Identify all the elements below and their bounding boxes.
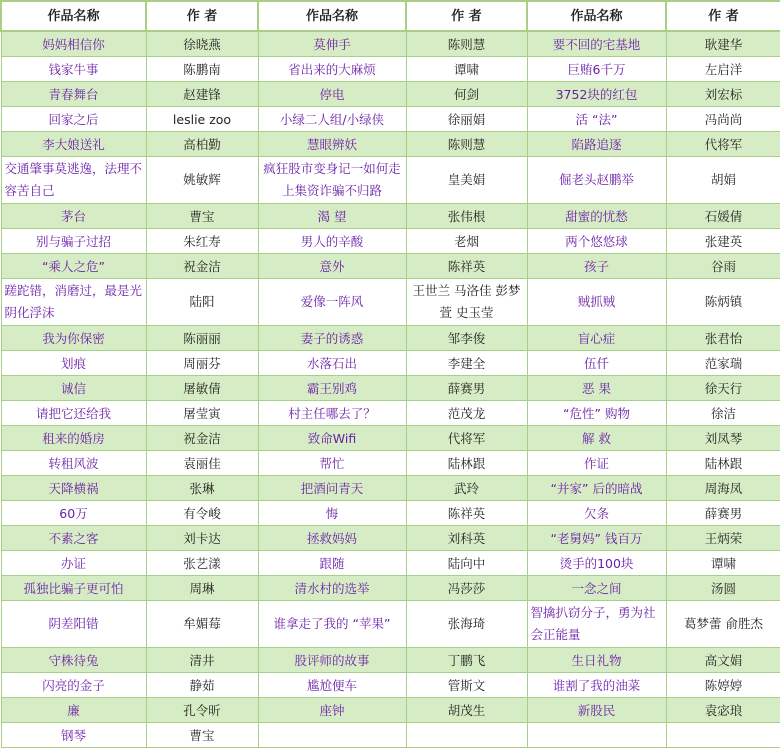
author-cell: 徐天行 bbox=[666, 376, 780, 401]
work-title-cell: 村主任哪去了？ bbox=[258, 401, 406, 426]
author-cell: 袁丽佳 bbox=[146, 451, 258, 476]
author-cell: 张艺漾 bbox=[146, 551, 258, 576]
author-cell: 刘宏标 bbox=[666, 82, 780, 107]
author-cell: 皇美娟 bbox=[406, 157, 527, 204]
table-row bbox=[1, 698, 780, 723]
table-row bbox=[1, 279, 780, 326]
author-cell: 张琳 bbox=[146, 476, 258, 501]
author-cell: leslie zoo bbox=[146, 107, 258, 132]
work-title-cell: 孤独比骗子更可怕 bbox=[1, 576, 146, 601]
work-title-cell: 贼抓贼 bbox=[527, 279, 666, 326]
author-cell: 丁鹏飞 bbox=[406, 648, 527, 673]
table-row bbox=[1, 229, 780, 254]
author-cell: 清井 bbox=[146, 648, 258, 673]
work-title-cell: 妻子的诱惑 bbox=[258, 326, 406, 351]
author-cell: 刘卡达 bbox=[146, 526, 258, 551]
work-title-cell: 妈妈相信你 bbox=[1, 31, 146, 57]
author-cell: 胡娟 bbox=[666, 157, 780, 204]
work-title-cell: 交通肇事莫逃逸，法理不容苦自己 bbox=[1, 157, 146, 204]
work-title-cell: 我为你保密 bbox=[1, 326, 146, 351]
author-cell: 陆向中 bbox=[406, 551, 527, 576]
table-row bbox=[1, 648, 780, 673]
author-cell: 陈婷婷 bbox=[666, 673, 780, 698]
author-cell: 张君怡 bbox=[666, 326, 780, 351]
author-cell: 陈祥英 bbox=[406, 501, 527, 526]
work-title-cell: 男人的辛酸 bbox=[258, 229, 406, 254]
author-cell: 薛赛男 bbox=[666, 501, 780, 526]
author-cell: 冯莎莎 bbox=[406, 576, 527, 601]
author-cell: 张海琦 bbox=[406, 601, 527, 648]
work-title-cell: 霸王别鸡 bbox=[258, 376, 406, 401]
author-cell: 邹李俊 bbox=[406, 326, 527, 351]
work-title-cell: 清水村的选举 bbox=[258, 576, 406, 601]
table-row bbox=[1, 82, 780, 107]
header-author-1: 作 者 bbox=[146, 1, 258, 31]
work-title-cell: 拯救妈妈 bbox=[258, 526, 406, 551]
header-row bbox=[1, 1, 780, 31]
author-cell: 王世兰 马洛佳 彭梦萱 史玉莹 bbox=[406, 279, 527, 326]
work-title-cell: 不素之客 bbox=[1, 526, 146, 551]
work-title-cell: 两个悠悠球 bbox=[527, 229, 666, 254]
work-title-cell: 李大娘送礼 bbox=[1, 132, 146, 157]
author-cell: 范家瑞 bbox=[666, 351, 780, 376]
work-title-cell: 省出来的大麻烦 bbox=[258, 57, 406, 82]
work-title-cell: 廉 bbox=[1, 698, 146, 723]
author-cell: 赵建锋 bbox=[146, 82, 258, 107]
author-cell: 陆林跟 bbox=[666, 451, 780, 476]
author-cell: 葛梦蕾 俞胜杰 bbox=[666, 601, 780, 648]
table-row bbox=[1, 723, 780, 748]
author-cell: 有令峻 bbox=[146, 501, 258, 526]
work-title-cell: 别与骗子过招 bbox=[1, 229, 146, 254]
author-cell: 高柏勤 bbox=[146, 132, 258, 157]
author-cell: 谭啸 bbox=[406, 57, 527, 82]
author-cell: 王炳荣 bbox=[666, 526, 780, 551]
work-title-cell: 生日礼物 bbox=[527, 648, 666, 673]
header-author-3: 作 者 bbox=[666, 1, 780, 31]
author-cell: 祝金洁 bbox=[146, 426, 258, 451]
work-title-cell: 座钟 bbox=[258, 698, 406, 723]
work-title-cell: 意外 bbox=[258, 254, 406, 279]
work-title-cell: 蹉跎错，消磨过，最是光阴化浮沫 bbox=[1, 279, 146, 326]
author-cell: 谷雨 bbox=[666, 254, 780, 279]
work-title-cell: 巨贿6千万 bbox=[527, 57, 666, 82]
work-title-cell: 要不回的宅基地 bbox=[527, 31, 666, 57]
work-title-cell: 新股民 bbox=[527, 698, 666, 723]
work-title-cell: 钢琴 bbox=[1, 723, 146, 748]
author-cell: 祝金洁 bbox=[146, 254, 258, 279]
work-title-cell: 守株待兔 bbox=[1, 648, 146, 673]
work-title-cell: 伍仟 bbox=[527, 351, 666, 376]
work-title-cell: 活 “法” bbox=[527, 107, 666, 132]
work-title-cell: 水落石出 bbox=[258, 351, 406, 376]
author-cell: 石媛倩 bbox=[666, 204, 780, 229]
author-cell: 左启洋 bbox=[666, 57, 780, 82]
work-title-cell: 划痕 bbox=[1, 351, 146, 376]
author-cell: 徐洁 bbox=[666, 401, 780, 426]
work-title-cell: “乘人之危” bbox=[1, 254, 146, 279]
author-cell: 谭啸 bbox=[666, 551, 780, 576]
table-row bbox=[1, 451, 780, 476]
author-cell: 屠莹寅 bbox=[146, 401, 258, 426]
author-cell: 静茹 bbox=[146, 673, 258, 698]
author-cell: 代将军 bbox=[666, 132, 780, 157]
header-title-2: 作品名称 bbox=[258, 1, 406, 31]
table-row bbox=[1, 204, 780, 229]
work-title-cell: 陷路追逐 bbox=[527, 132, 666, 157]
author-cell: 陈则慧 bbox=[406, 31, 527, 57]
author-cell: 武玲 bbox=[406, 476, 527, 501]
author-cell: 张建英 bbox=[666, 229, 780, 254]
table-row bbox=[1, 673, 780, 698]
table-row bbox=[1, 526, 780, 551]
author-cell: 汤圆 bbox=[666, 576, 780, 601]
work-title-cell: 阴差阳错 bbox=[1, 601, 146, 648]
table-row bbox=[1, 401, 780, 426]
author-cell: 陆林跟 bbox=[406, 451, 527, 476]
author-cell: 徐晓燕 bbox=[146, 31, 258, 57]
author-cell: 陈则慧 bbox=[406, 132, 527, 157]
work-title-cell: 办证 bbox=[1, 551, 146, 576]
work-title-cell: 谁割了我的油菜 bbox=[527, 673, 666, 698]
work-title-cell: 回家之后 bbox=[1, 107, 146, 132]
work-title-cell: 3752块的红包 bbox=[527, 82, 666, 107]
table-row bbox=[1, 376, 780, 401]
work-title-cell: 智擒扒窃分子，勇为社会正能量 bbox=[527, 601, 666, 648]
table-row bbox=[1, 326, 780, 351]
work-title-cell: 一念之间 bbox=[527, 576, 666, 601]
work-title-cell: 天降横祸 bbox=[1, 476, 146, 501]
work-title-cell bbox=[527, 723, 666, 748]
work-title-cell: 致命Wifi bbox=[258, 426, 406, 451]
author-cell: 曹宝 bbox=[146, 204, 258, 229]
table-row bbox=[1, 132, 780, 157]
author-cell: 何剑 bbox=[406, 82, 527, 107]
work-title-cell: 莫伸手 bbox=[258, 31, 406, 57]
header-title-1: 作品名称 bbox=[1, 1, 146, 31]
table-row bbox=[1, 501, 780, 526]
work-title-cell: 谁拿走了我的 “苹果” bbox=[258, 601, 406, 648]
author-cell: 代将军 bbox=[406, 426, 527, 451]
table-row bbox=[1, 551, 780, 576]
author-cell: 高文娟 bbox=[666, 648, 780, 673]
work-title-cell: 小绿二人组/小绿侠 bbox=[258, 107, 406, 132]
work-title-cell: 停电 bbox=[258, 82, 406, 107]
work-title-cell: 股评师的故事 bbox=[258, 648, 406, 673]
author-cell: 范茂龙 bbox=[406, 401, 527, 426]
author-cell: 袁宓琅 bbox=[666, 698, 780, 723]
work-title-cell: 爱像一阵风 bbox=[258, 279, 406, 326]
author-cell: 刘科英 bbox=[406, 526, 527, 551]
work-title-cell: “危性” 购物 bbox=[527, 401, 666, 426]
table-row bbox=[1, 601, 780, 648]
author-cell: 陈炳镇 bbox=[666, 279, 780, 326]
author-cell: 陈祥英 bbox=[406, 254, 527, 279]
author-cell: 朱红寿 bbox=[146, 229, 258, 254]
author-cell: 陈丽丽 bbox=[146, 326, 258, 351]
work-title-cell: 甜蜜的忧愁 bbox=[527, 204, 666, 229]
author-cell: 孔令昕 bbox=[146, 698, 258, 723]
work-title-cell: “老舅妈” 钱百万 bbox=[527, 526, 666, 551]
work-title-cell: 倔老头赵鹏举 bbox=[527, 157, 666, 204]
work-title-cell: 转租风波 bbox=[1, 451, 146, 476]
author-cell: 牟媚莓 bbox=[146, 601, 258, 648]
author-cell: 李建全 bbox=[406, 351, 527, 376]
work-title-cell: 诚信 bbox=[1, 376, 146, 401]
author-cell bbox=[666, 723, 780, 748]
author-cell: 老烟 bbox=[406, 229, 527, 254]
work-title-cell: 欠条 bbox=[527, 501, 666, 526]
work-title-cell: 租来的婚房 bbox=[1, 426, 146, 451]
table-row bbox=[1, 107, 780, 132]
work-title-cell: 跟随 bbox=[258, 551, 406, 576]
table-row bbox=[1, 254, 780, 279]
work-title-cell: “并家” 后的暗战 bbox=[527, 476, 666, 501]
work-title-cell: 茅台 bbox=[1, 204, 146, 229]
work-title-cell bbox=[258, 723, 406, 748]
author-cell: 姚敏辉 bbox=[146, 157, 258, 204]
work-title-cell: 作证 bbox=[527, 451, 666, 476]
author-cell: 张伟根 bbox=[406, 204, 527, 229]
table-row bbox=[1, 157, 780, 204]
author-cell: 耿建华 bbox=[666, 31, 780, 57]
author-cell: 屠敏倩 bbox=[146, 376, 258, 401]
work-title-cell: 闪亮的金子 bbox=[1, 673, 146, 698]
table-row bbox=[1, 351, 780, 376]
author-cell: 冯尚尚 bbox=[666, 107, 780, 132]
work-title-cell: 恶 果 bbox=[527, 376, 666, 401]
author-cell: 薛赛男 bbox=[406, 376, 527, 401]
author-cell: 周海凤 bbox=[666, 476, 780, 501]
author-cell: 徐丽娟 bbox=[406, 107, 527, 132]
table-row bbox=[1, 31, 780, 57]
work-title-cell: 盲心症 bbox=[527, 326, 666, 351]
author-cell: 陈鹏南 bbox=[146, 57, 258, 82]
work-title-cell: 请把它还给我 bbox=[1, 401, 146, 426]
work-title-cell: 烫手的100块 bbox=[527, 551, 666, 576]
work-title-cell: 帮忙 bbox=[258, 451, 406, 476]
author-cell: 管斯文 bbox=[406, 673, 527, 698]
work-title-cell: 尴尬便车 bbox=[258, 673, 406, 698]
work-title-cell: 疯狂股市变身记一如何走上集资诈骗不归路 bbox=[258, 157, 406, 204]
work-title-cell: 渴 望 bbox=[258, 204, 406, 229]
work-title-cell: 把酒问青天 bbox=[258, 476, 406, 501]
work-title-cell: 悔 bbox=[258, 501, 406, 526]
work-title-cell: 青春舞台 bbox=[1, 82, 146, 107]
table-row bbox=[1, 57, 780, 82]
author-cell bbox=[406, 723, 527, 748]
work-title-cell: 60万 bbox=[1, 501, 146, 526]
author-cell: 周琳 bbox=[146, 576, 258, 601]
work-title-cell: 孩子 bbox=[527, 254, 666, 279]
work-title-cell: 慧眼辨妖 bbox=[258, 132, 406, 157]
work-title-cell: 解 救 bbox=[527, 426, 666, 451]
work-title-cell: 钱家牛事 bbox=[1, 57, 146, 82]
table-row bbox=[1, 426, 780, 451]
author-cell: 刘凤琴 bbox=[666, 426, 780, 451]
table-row bbox=[1, 576, 780, 601]
author-cell: 曹宝 bbox=[146, 723, 258, 748]
author-cell: 陆阳 bbox=[146, 279, 258, 326]
header-author-2: 作 者 bbox=[406, 1, 527, 31]
table-row bbox=[1, 476, 780, 501]
header-title-3: 作品名称 bbox=[527, 1, 666, 31]
author-cell: 周丽芬 bbox=[146, 351, 258, 376]
author-cell: 胡茂生 bbox=[406, 698, 527, 723]
